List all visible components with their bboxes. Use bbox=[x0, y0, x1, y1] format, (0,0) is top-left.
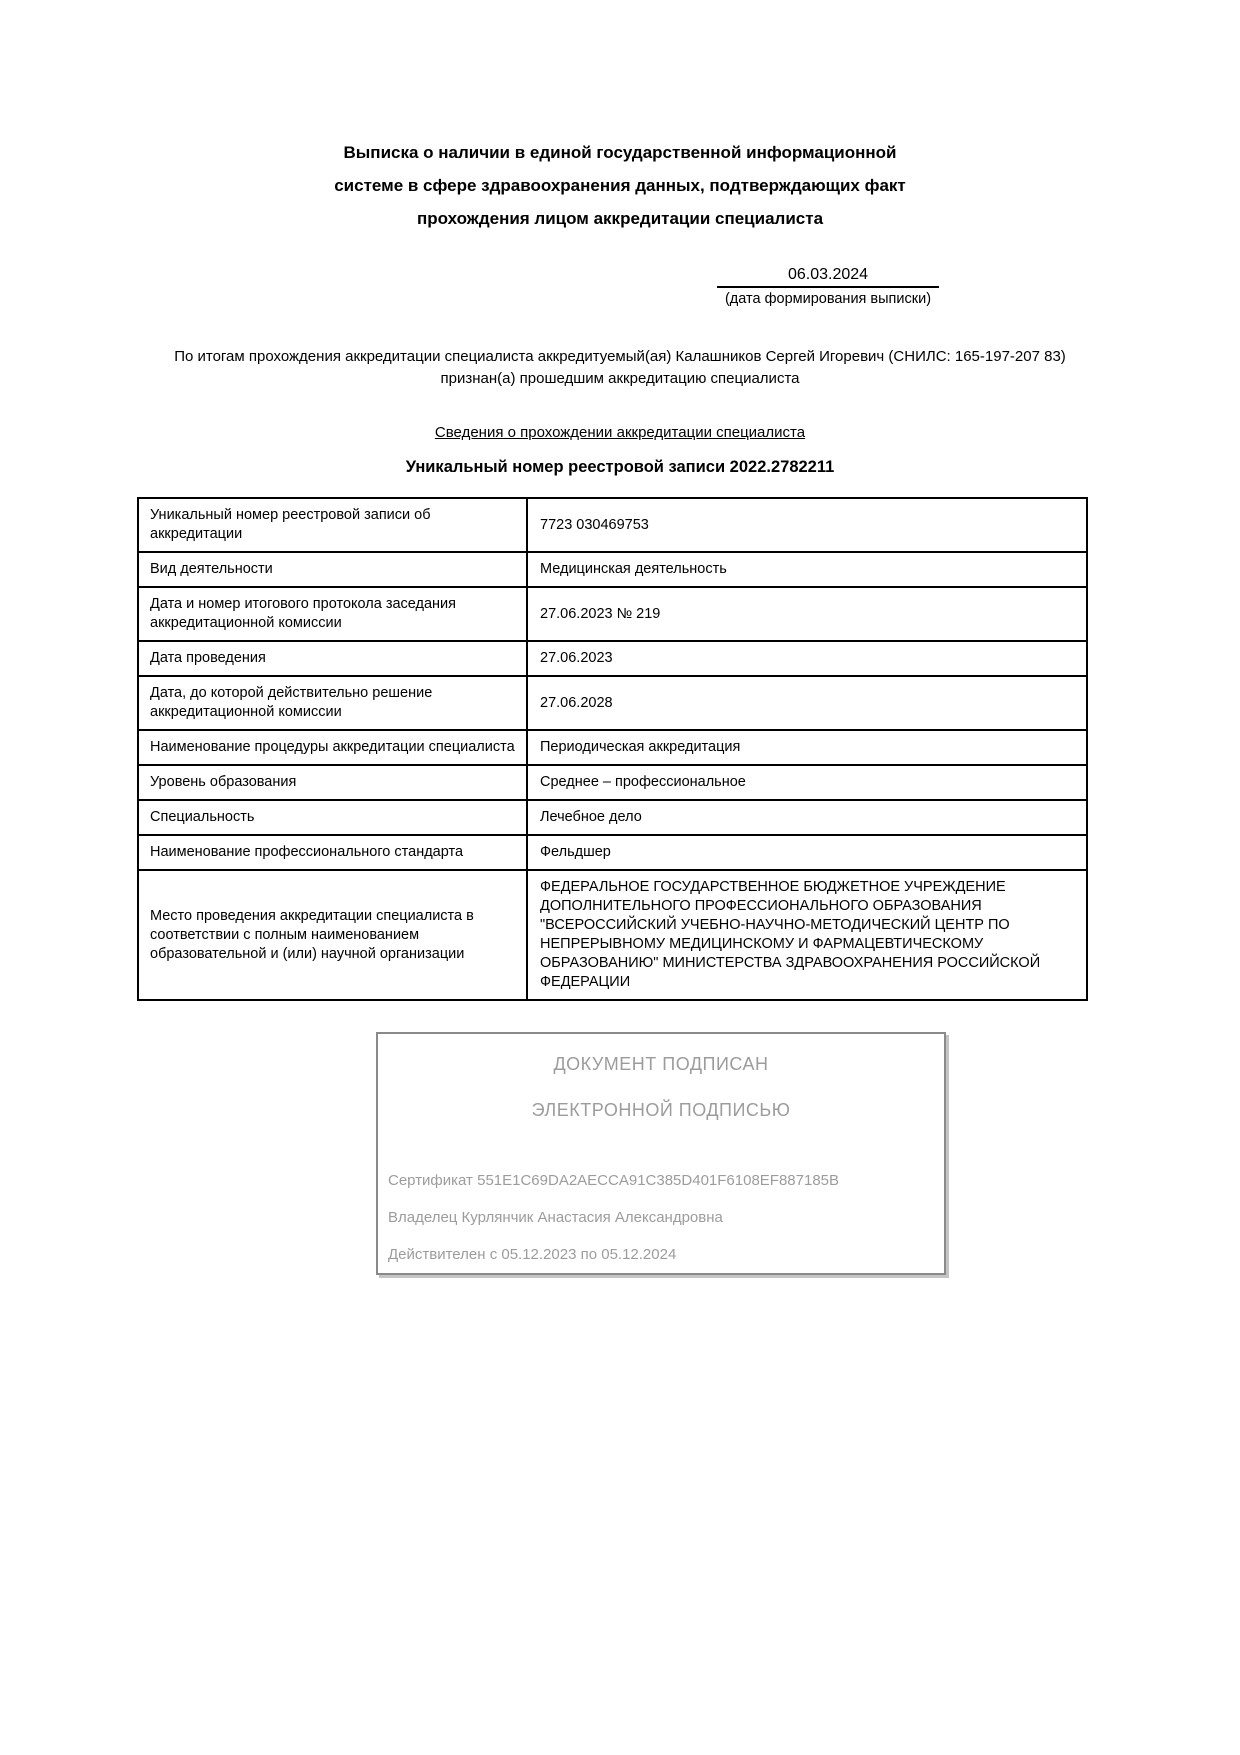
table-row bbox=[138, 765, 1087, 800]
table-label-cell: Уникальный номер реестровой записи об аккредитации bbox=[138, 498, 527, 552]
table-label-cell: Наименование профессионального стандарта bbox=[138, 835, 527, 870]
signature-box bbox=[376, 1032, 946, 1275]
intro-line: По итогам прохождения аккредитации специалиста аккредитуемый(ая) Калашников Сергей Игоревич (СНИЛС: 165-197-207 83) bbox=[174, 348, 1066, 365]
document-title-line: системе в сфере здравоохранения данных, подтверждающих факт bbox=[334, 176, 906, 195]
table-row bbox=[138, 641, 1087, 676]
document-title-line: прохождения лицом аккредитации специалиста bbox=[416, 209, 824, 228]
table-label-cell: Место проведения аккредитации специалиста в соответствии с полным наименованием образовательной и (или) научной организации bbox=[138, 870, 527, 1000]
intro-paragraph bbox=[55, 346, 1185, 390]
accreditation-table bbox=[137, 497, 1088, 1001]
table-row bbox=[138, 870, 1087, 1000]
table-value-cell: 7723 030469753 bbox=[527, 498, 1087, 552]
table-row bbox=[138, 498, 1087, 552]
table-row bbox=[138, 835, 1087, 870]
document-title-line: Выписка о наличии в единой государственной информационной bbox=[343, 143, 897, 162]
table-label-cell: Дата проведения bbox=[138, 641, 527, 676]
table-value-cell: Среднее – профессиональное bbox=[527, 765, 1087, 800]
record-number-heading: Уникальный номер реестровой записи 2022.2782211 bbox=[405, 458, 835, 476]
table-value-cell: Медицинская деятельность bbox=[527, 552, 1087, 587]
signature-title-line2: ЭЛЕКТРОННОЙ ПОДПИСЬЮ bbox=[531, 1100, 791, 1120]
table-row bbox=[138, 676, 1087, 730]
signature-title-line1: ДОКУМЕНТ ПОДПИСАН bbox=[553, 1054, 769, 1074]
table-row bbox=[138, 552, 1087, 587]
accreditation-table-body bbox=[138, 498, 1087, 1000]
signature-certificate: Сертификат 551E1C69DA2AECCA91C385D401F6108EF887185B bbox=[388, 1172, 840, 1189]
signature-owner: Владелец Курлянчик Анастасия Александровна bbox=[388, 1209, 723, 1226]
table-value-cell: Периодическая аккредитация bbox=[527, 730, 1087, 765]
table-value-cell: 27.06.2028 bbox=[527, 676, 1087, 730]
table-value-cell: 27.06.2023 № 219 bbox=[527, 587, 1087, 641]
table-label-cell: Дата, до которой действительно решение аккредитационной комиссии bbox=[138, 676, 527, 730]
table-label-cell: Дата и номер итогового протокола заседания аккредитационной комиссии bbox=[138, 587, 527, 641]
table-label-cell: Наименование процедуры аккредитации специалиста bbox=[138, 730, 527, 765]
table-value-cell: Лечебное дело bbox=[527, 800, 1087, 835]
table-value-cell: Фельдшер bbox=[527, 835, 1087, 870]
table-value-cell: ФЕДЕРАЛЬНОЕ ГОСУДАРСТВЕННОЕ БЮДЖЕТНОЕ УЧРЕЖДЕНИЕ ДОПОЛНИТЕЛЬНОГО ПРОФЕССИОНАЛЬНОГО ОБРАЗОВАНИЯ "ВСЕРОССИЙСКИЙ УЧЕБНО-НАУЧНО-МЕТОДИЧЕСКИЙ ЦЕНТР ПО НЕПРЕРЫВНОМУ МЕДИЦИНСКОМУ И ФАРМАЦЕВТИЧЕСКОМУ ОБРАЗОВАНИЮ" МИНИСТЕРСТВА ЗДРАВООХРАНЕНИЯ РОССИЙСКОЙ ФЕДЕРАЦИИ bbox=[527, 870, 1087, 1000]
section-heading: Сведения о прохождении аккредитации специалиста bbox=[434, 424, 806, 441]
table-label-cell: Специальность bbox=[138, 800, 527, 835]
table-row bbox=[138, 587, 1087, 641]
table-label-cell: Вид деятельности bbox=[138, 552, 527, 587]
table-row bbox=[138, 730, 1087, 765]
table-label-cell: Уровень образования bbox=[138, 765, 527, 800]
extract-date-block bbox=[717, 266, 939, 307]
signature-validity: Действителен с 05.12.2023 по 05.12.2024 bbox=[388, 1246, 677, 1263]
table-row bbox=[138, 800, 1087, 835]
extract-date-caption: (дата формирования выписки) bbox=[724, 291, 932, 307]
table-value-cell: 27.06.2023 bbox=[527, 641, 1087, 676]
document-title bbox=[0, 136, 1240, 235]
intro-line: признан(а) прошедшим аккредитацию специалиста bbox=[440, 370, 800, 387]
extract-date: 06.03.2024 bbox=[717, 266, 939, 288]
